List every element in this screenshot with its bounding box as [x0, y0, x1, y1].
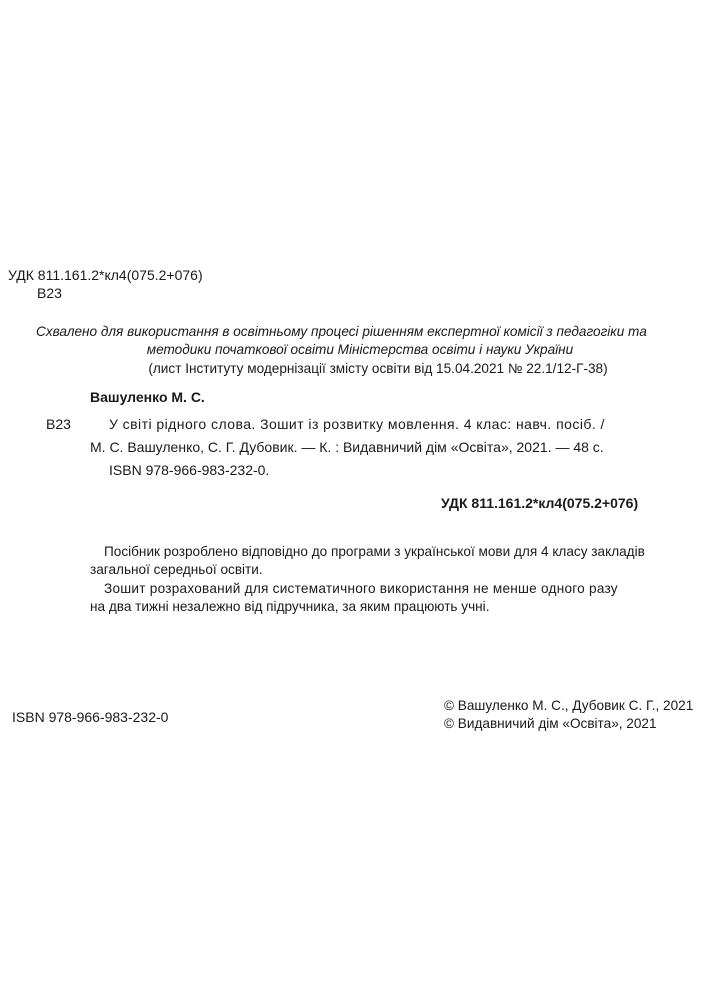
catalog-isbn: ISBN 978-966-983-232-0.: [109, 462, 270, 478]
copyright-authors: © Вашуленко М. С., Дубовик С. Г., 2021: [444, 698, 694, 713]
udk-code-top: УДК 811.161.2*кл4(075.2+076): [8, 267, 203, 283]
catalog-description-line-1: У світі рідного слова. Зошит із розвитку мовлення. 4 клас: навч. посіб. /: [109, 416, 605, 432]
annotation-para1-line2: загальної середньої освіти.: [90, 562, 263, 577]
catalog-author: Вашуленко М. С.: [90, 389, 205, 405]
catalog-index: В23: [46, 416, 71, 432]
catalog-description-line-2: М. С. Вашуленко, С. Г. Дубовик. — К. : Видавничий дім «Освіта», 2021. — 48 с.: [90, 439, 604, 455]
annotation-para2-line2: на два тижні незалежно від підручника, за яким працюють учні.: [90, 599, 490, 614]
annotation-para2-line1: Зошит розрахований для систематичного використання не менше одного разу: [104, 581, 618, 596]
copyright-publisher: © Видавничий дім «Освіта», 2021: [444, 716, 657, 731]
annotation-para1-line1: Посібник розроблено відповідно до програми з української мови для 4 класу закладів: [104, 544, 645, 559]
bbk-code-top: В23: [37, 285, 62, 301]
catalog-udk: УДК 811.161.2*кл4(075.2+076): [441, 495, 639, 511]
approval-line-3: (лист Інституту модернізації змісту освіти від 15.04.2021 № 22.1/12-Г-38): [148, 361, 608, 376]
footer-isbn: ISBN 978-966-983-232-0: [12, 709, 169, 725]
approval-line-1: Схвалено для використання в освітньому процесі рішенням експертної комісії з педагогіки та: [36, 324, 647, 339]
approval-line-2: методики початкової освіти Міністерства освіти і науки України: [146, 342, 574, 357]
